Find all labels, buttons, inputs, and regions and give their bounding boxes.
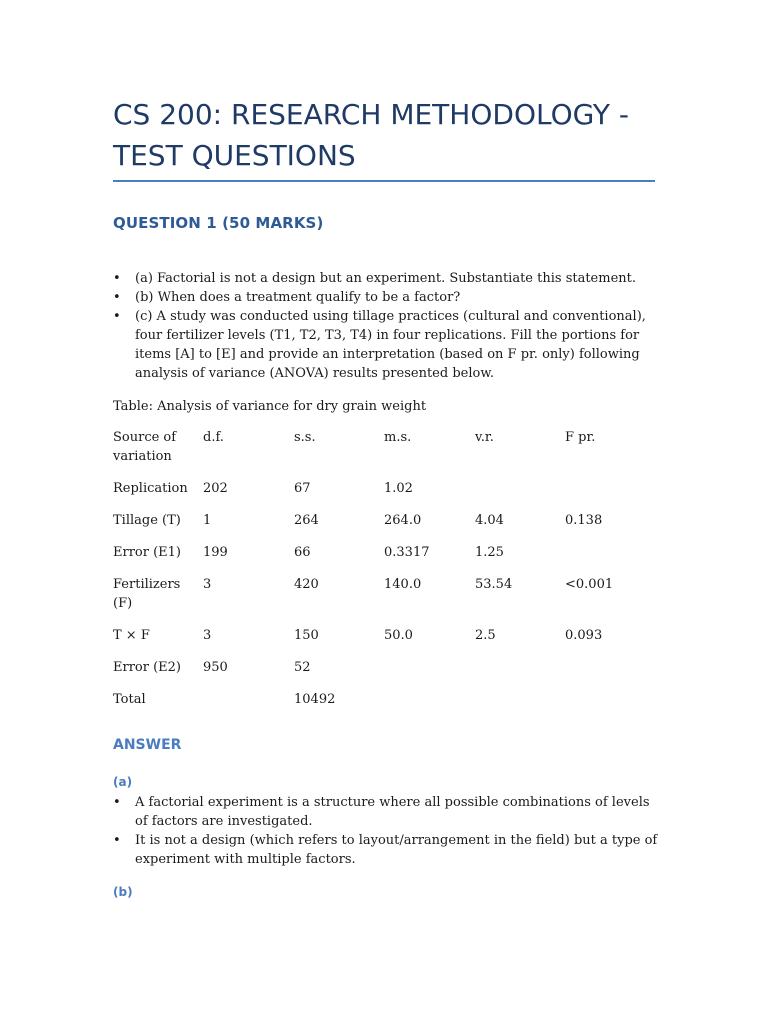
table-cell — [565, 658, 655, 690]
table-cell — [203, 690, 294, 722]
table-cell — [475, 690, 565, 722]
table-caption: Table: Analysis of variance for dry grain weight — [113, 399, 427, 414]
table-cell: T × F — [113, 628, 150, 643]
table-cell: Fertilizers (F) — [113, 577, 181, 611]
table-cell — [565, 543, 655, 575]
table-header-cell: s.s. — [294, 430, 316, 445]
table-cell: Error (E2) — [113, 660, 181, 675]
table-cell: 67 — [294, 481, 311, 496]
table-cell: 66 — [294, 545, 311, 560]
table-cell: 264 — [294, 513, 319, 528]
table-cell: 140.0 — [384, 577, 422, 592]
answer-a-label: (a) — [113, 775, 133, 789]
table-cell: 53.54 — [475, 577, 513, 592]
title-underline-rule — [113, 180, 655, 182]
table-cell: 0.093 — [565, 628, 603, 643]
anova-table — [113, 428, 655, 722]
table-cell: 1 — [203, 513, 212, 528]
table-cell: 3 — [203, 628, 212, 643]
question-heading: QUESTION 1 (50 MARKS) — [113, 214, 324, 232]
table-cell: 2.5 — [475, 628, 496, 643]
table-cell: <0.001 — [565, 577, 614, 592]
answer-item — [113, 793, 658, 831]
bullet-icon: • — [113, 271, 121, 286]
table-cell — [475, 658, 565, 690]
table-cell: 950 — [203, 660, 228, 675]
table-cell: 50.0 — [384, 628, 413, 643]
table-header-cell: v.r. — [475, 430, 494, 445]
table-row — [113, 511, 655, 543]
table-row — [113, 658, 655, 690]
table-cell: Replication — [113, 481, 188, 496]
table-cell: 1.02 — [384, 481, 413, 496]
table-cell: 264.0 — [384, 513, 422, 528]
table-cell — [565, 690, 655, 722]
table-header-cell: m.s. — [384, 430, 412, 445]
answer-b-label: (b) — [113, 885, 133, 899]
table-cell: 199 — [203, 545, 228, 560]
question-item — [113, 269, 658, 288]
table-cell: 420 — [294, 577, 319, 592]
table-cell: Tillage (T) — [113, 513, 181, 528]
table-cell: 4.04 — [475, 513, 504, 528]
question-list — [113, 269, 658, 383]
table-cell: 10492 — [294, 692, 336, 707]
bullet-icon: • — [113, 309, 121, 324]
table-cell: 3 — [203, 577, 212, 592]
table-row — [113, 575, 655, 626]
table-cell: 52 — [294, 660, 311, 675]
bullet-icon: • — [113, 795, 121, 810]
table-header-cell: d.f. — [203, 430, 224, 445]
answer-a-list — [113, 793, 658, 869]
table-cell — [565, 479, 655, 511]
table-header-cell: F pr. — [565, 430, 596, 445]
question-item-text: (a) Factorial is not a design but an experiment. Substantiate this statement. — [135, 271, 637, 286]
question-item-text: (b) When does a treatment qualify to be a factor? — [135, 290, 461, 305]
question-item-text: (c) A study was conducted using tillage practices (cultural and conventional), four fertilizer levels (T1, T2, T3, T4) in four replications. Fill the portions for items [A] to [E] and provide an interpretation (based on F pr. only) following analysis of variance (ANOVA) results presented below. — [135, 309, 646, 381]
answer-item — [113, 831, 658, 869]
table-cell: 0.138 — [565, 513, 603, 528]
table-header-cell: Source of variation — [113, 430, 177, 464]
table-cell: Error (E1) — [113, 545, 181, 560]
table-cell — [384, 658, 475, 690]
table-cell: 0.3317 — [384, 545, 430, 560]
answer-item-text: A factorial experiment is a structure where all possible combinations of levels of factors are investigated. — [135, 795, 650, 829]
table-header-row — [113, 428, 655, 479]
answer-item-text: It is not a design (which refers to layout/arrangement in the field) but a type of experiment with multiple factors. — [135, 833, 658, 867]
table-row — [113, 690, 655, 722]
table-row — [113, 479, 655, 511]
document-title: CS 200: RESEARCH METHODOLOGY - TEST QUESTIONS — [113, 98, 630, 172]
table-row — [113, 543, 655, 575]
question-item — [113, 307, 658, 383]
table-cell: 150 — [294, 628, 319, 643]
table-cell — [475, 479, 565, 511]
table-row — [113, 626, 655, 658]
question-item — [113, 288, 658, 307]
answer-heading: ANSWER — [113, 737, 182, 753]
table-cell: 1.25 — [475, 545, 504, 560]
table-cell — [384, 690, 475, 722]
table-cell: Total — [113, 692, 146, 707]
bullet-icon: • — [113, 290, 121, 305]
bullet-icon: • — [113, 833, 121, 848]
table-cell: 202 — [203, 481, 228, 496]
